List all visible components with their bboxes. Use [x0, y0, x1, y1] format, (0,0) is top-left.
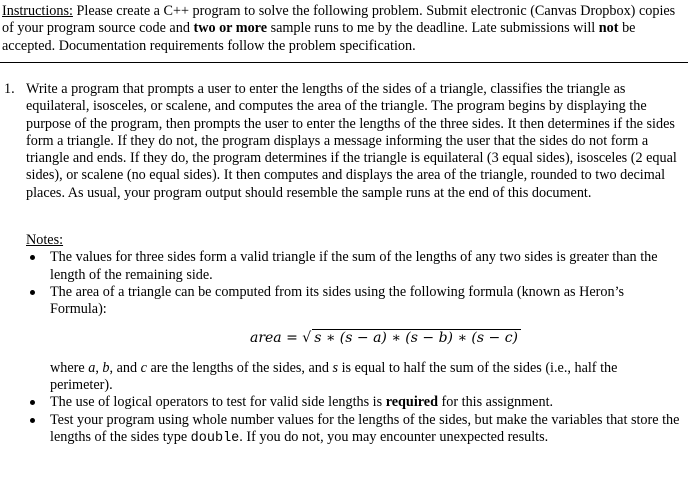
- note-text: The use of logical operators to test for valid side lengths is: [50, 394, 386, 411]
- problem-number: 1.: [4, 81, 15, 97]
- instructions-bold-2: not: [598, 20, 619, 37]
- heron-formula: [50, 329, 681, 347]
- note-valid-triangle: [26, 249, 681, 284]
- instructions-text-2: sample runs to me by the deadline. Late submissions will: [267, 20, 599, 37]
- note-text: for this assignment.: [438, 394, 554, 411]
- code-type: double: [190, 430, 240, 446]
- var-s: s: [332, 359, 339, 376]
- explanation-text: is equal to half the sum of the sides (i.e., half the perimeter).: [50, 359, 618, 394]
- formula-explanation: [50, 360, 681, 395]
- instructions-text-1: Please create a C++ program to solve the following problem. Submit electronic (Canvas Dropbox) copies of your program source code and: [2, 3, 676, 37]
- note-bold: required: [385, 394, 438, 411]
- notes-list: [26, 249, 681, 447]
- formula-lhs: area: [249, 330, 282, 347]
- var-c: c: [140, 359, 147, 376]
- bullet-icon: [30, 255, 35, 260]
- notes-heading: Notes:: [26, 232, 64, 248]
- note-text: Test your program using whole number values for the lengths of the sides, but make the variables that store the lengths of the sides type: [50, 411, 680, 445]
- note-test-values: [26, 412, 681, 448]
- notes-section: [26, 232, 681, 447]
- instructions-label: Instructions:: [2, 3, 73, 19]
- instructions-paragraph: [2, 3, 686, 55]
- section-divider: [0, 62, 688, 63]
- note-heron-formula: [26, 284, 681, 394]
- instructions-bold-1: two or more: [193, 20, 268, 37]
- problem-statement: Write a program that prompts a user to enter the lengths of the sides of a triangle, classifies the triangle as equilateral, isosceles, or scalene, and computes the area of the triangle. The program begins by displaying the purpose of the program, then prompts the user to enter the lengths of the three sides. It then determines if the sides form a triangle. If they do not, the program displays a message informing the user that the sides do not form a triangle and ends. If they do, the program determines if the triangle is equilateral (3 equal sides), isosceles (2 equal sides), or scalene (no equal sides). It then computes and displays the area of the triangle, rounded to two decimal places. As usual, your program output should resemble the sample runs at the end of this document.: [26, 81, 677, 201]
- bullet-icon: [30, 290, 35, 295]
- explanation-text: , and: [109, 359, 141, 376]
- formula-equals: =: [281, 330, 303, 347]
- explanation-text: where: [50, 359, 89, 376]
- var-b: b: [102, 359, 110, 376]
- bullet-icon: [30, 400, 35, 405]
- instructions-text-3: be accepted. Documentation requirements follow the problem specification.: [2, 20, 636, 54]
- explanation-text: are the lengths of the sides, and: [146, 359, 333, 376]
- note-logical-operators: [26, 394, 681, 411]
- var-a: a: [88, 359, 96, 376]
- bullet-icon: [30, 418, 35, 423]
- problem-item: [4, 81, 684, 202]
- note-text: . If you do not, you may encounter unexpected results.: [239, 428, 549, 445]
- sqrt-icon: √: [302, 330, 312, 347]
- note-text: The area of a triangle can be computed from its sides using the following formula (known as Heron’s Formula):: [50, 283, 625, 318]
- explanation-text: ,: [95, 359, 103, 376]
- note-text: The values for three sides form a valid triangle if the sum of the lengths of any two sides is greater than the length of the remaining side.: [50, 249, 658, 283]
- formula-radicand: s ∗ (s − a) ∗ (s − b) ∗ (s − c): [312, 329, 521, 347]
